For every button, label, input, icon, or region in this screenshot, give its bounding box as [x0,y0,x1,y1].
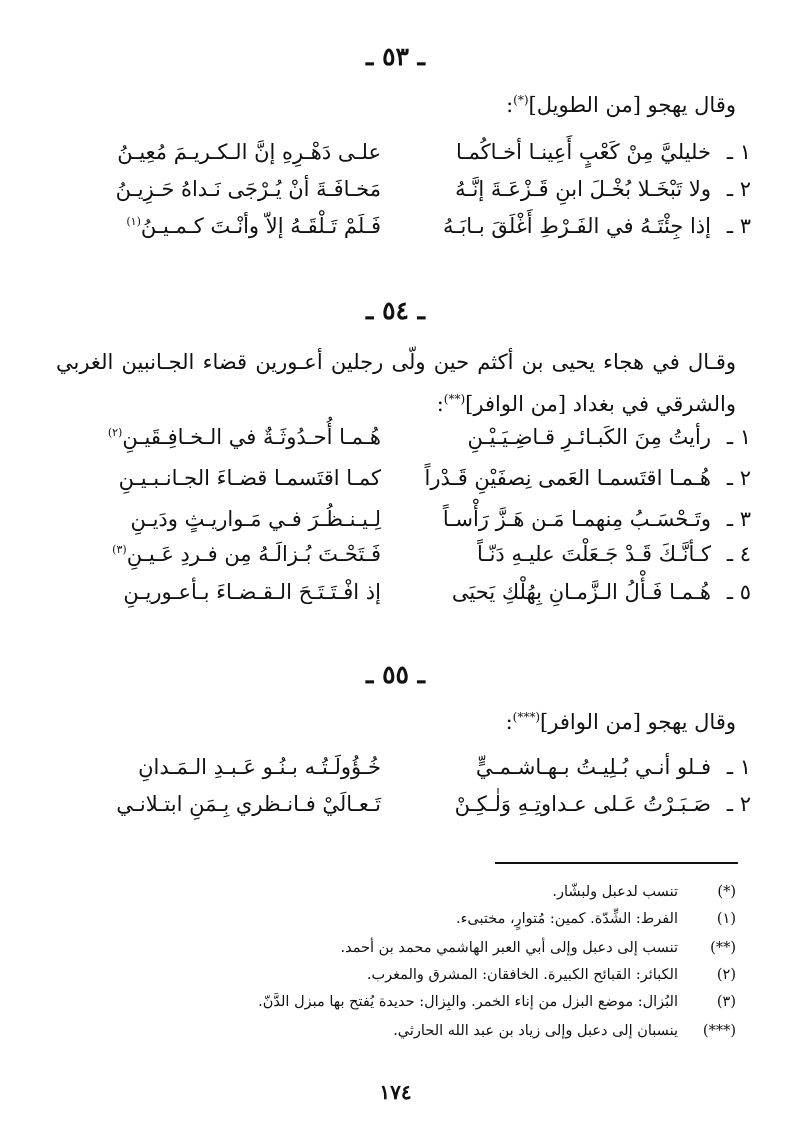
poem-intro [506,93,736,117]
verse-second-hemistich: إذ افْـتَـتَـحَ الـقـضـاءَ بـأعـوريـنِ [123,580,381,604]
verse-second-hemistich: علـى دَهْـرِهِ إنَّ الـكـريـمَ مُعِيـنُ [117,140,381,164]
footnote-text: الكبائر: القبائح الكبيرة. الخافقان: المشرق والمغرب. [366,967,678,983]
footnote-ref: (٣) [112,543,127,556]
verse-line [0,177,791,213]
footnote-ref: (***) [512,710,541,724]
verse-first-hemistich: خليليَّ مِنْ كَعْبٍ أَعِينـا أخـاكُمـا [455,140,711,164]
poem-number-heading: ـ ٥٥ ـ [366,660,425,689]
verse-second-hemistich: تَـعـالَيْ فـانـظري بِـمَنِ ابتـلانـي [116,792,381,816]
footnote-mark: (**) [710,940,736,956]
intro-colon: : [436,392,444,416]
intro-text: وقال يهجو [من الطويل] [528,93,736,117]
footnote-ref: (١) [126,215,141,228]
verse-first-hemistich: صَـبَـرْتُ عَـلى عـداوتِـهِ وَلٰـكِـنْ [454,792,711,816]
verse-line [0,542,791,578]
footnote-text: ينسبان إلى دعبل وإلى زياد بن عبد الله الحارثي. [393,1023,678,1039]
verse-first-hemistich: فـلو أنـي بُـلِيـتُ بـهـاشـمـيٍّ [475,755,711,779]
footnote [56,911,736,933]
hemistich-text: هُـمـا أُحـدُوثَـةٌ في الـخـافِـقَيـنِ [122,425,381,449]
verse-line [0,140,791,176]
verse-number: ٣ ـ [726,214,751,238]
verse-first-hemistich: هُـمـا اقتَسمـا العَمى نِصفَيْنِ قَـدْراً [424,466,711,490]
poem-number-heading: ـ ٥٣ ـ [366,42,425,71]
footnote-ref: (٢) [107,426,123,439]
intro-colon: : [506,93,514,117]
footnote [56,967,736,989]
footnote [56,884,736,906]
footnote [56,940,736,962]
verse-second-hemistich: لِـيـنـظُـرَ فـي مَـواريـثٍ ودَيـنِ [130,507,381,531]
verse-line [0,755,791,791]
intro-text: وقـال في هجاء يحيى بن أكثم حين ولّى رجلين أعـورين قضاء الجـانبين الغربي والشرقي في بغداد [من الوافر] [56,350,736,416]
verse-first-hemistich: كـأنَّـكَ قَـدْ جَـعَلْتَ عليـهِ دَنّـاً [477,542,711,566]
verse-number: ٣ ـ [726,507,751,531]
poem-intro [56,344,736,423]
verse-second-hemistich [51,214,381,238]
footnote-text: تنسب إلى دعبل وإلى أبي العبر الهاشمي محمد بن أحمد. [340,940,678,956]
verse-line [0,507,791,543]
verse-second-hemistich [51,425,381,449]
footnote-text: تنسب لدعبل ولبشّار. [552,884,678,900]
footnote [56,1023,736,1045]
footnote-mark: (*) [717,884,736,900]
verse-number: ٢ ـ [726,466,751,490]
footnote [56,994,736,1016]
poem-intro [506,710,736,734]
verse-number: ١ ـ [726,755,751,779]
verse-second-hemistich: خُـؤُولَـتُـه بـنُـو عَـبـدِ الـمَـدانِ [138,755,381,779]
verse-second-hemistich: كمـا اقتَسمـا قضـاءَ الجـانـبـيـنِ [118,466,381,490]
verse-first-hemistich: ولا تَبْخَـلا بُخْـلَ ابنِ قَـزْعَـةَ إنَّـهُ [455,177,711,201]
verse-second-hemistich [51,542,381,566]
intro-colon: : [505,710,513,734]
footnote-text: البُزال: موضع البزل من إناء الخمر. والبِزال: حديدة يُفتح بها مبزل الدَّنّ. [258,994,678,1010]
verse-number: ٢ ـ [726,792,751,816]
verse-number: ١ ـ [726,140,751,164]
verse-number: ٤ ـ [726,542,751,566]
footnote-ref: (**) [443,392,466,406]
footnote-text: الفرط: الشِّدّة. كمين: مُتوارٍ، مختبىء. [455,911,678,927]
verse-second-hemistich: مَخـافَـةَ أنْ يُـرْجَى نَـداهُ حَـزِيـنُ [115,177,381,201]
poem-number-heading: ـ ٥٤ ـ [366,296,425,325]
verse-first-hemistich: رأيتُ مِنَ الكَبـائـرِ قـاضِـيَـيْـنِ [467,425,711,449]
verse-line [0,580,791,616]
intro-text: وقال يهجو [من الوافر] [540,710,736,734]
verse-number: ٢ ـ [726,177,751,201]
verse-first-hemistich: هُـمـا فَـأْلُ الـزَّمـانِ بِهُلْكِ يَحيَى [451,580,711,604]
verse-line [0,466,791,502]
verse-line [0,425,791,461]
footnote-mark: (***) [702,1023,736,1039]
page-number: ١٧٤ [379,1080,412,1104]
verse-line [0,214,791,250]
footnote-mark: (٢) [716,967,736,983]
verse-first-hemistich: وتَـحْسَـبُ مِنهمـا مَـن هَـزَّ رَأْسـاً [442,507,711,531]
verse-number: ١ ـ [726,425,751,449]
verse-line [0,792,791,828]
footnote-mark: (٣) [716,994,736,1010]
footnote-separator [495,862,738,864]
footnote-ref: (*) [513,93,529,107]
hemistich-text: فَـلَمْ تَـلْقَـهُ إلاّ وأنْـتَ كـمـيـنُ [140,214,381,238]
verse-first-hemistich: إذا جِئْتَـهُ في الفَـرْطِ أَغْلَقَ بـابَـهُ [443,214,711,238]
hemistich-text: فَـتَحْـتَ بُـزالَـهُ مِن فـردِ عَـيـنِ [126,542,381,566]
footnote-mark: (١) [716,911,736,927]
verse-number: ٥ ـ [726,580,751,604]
